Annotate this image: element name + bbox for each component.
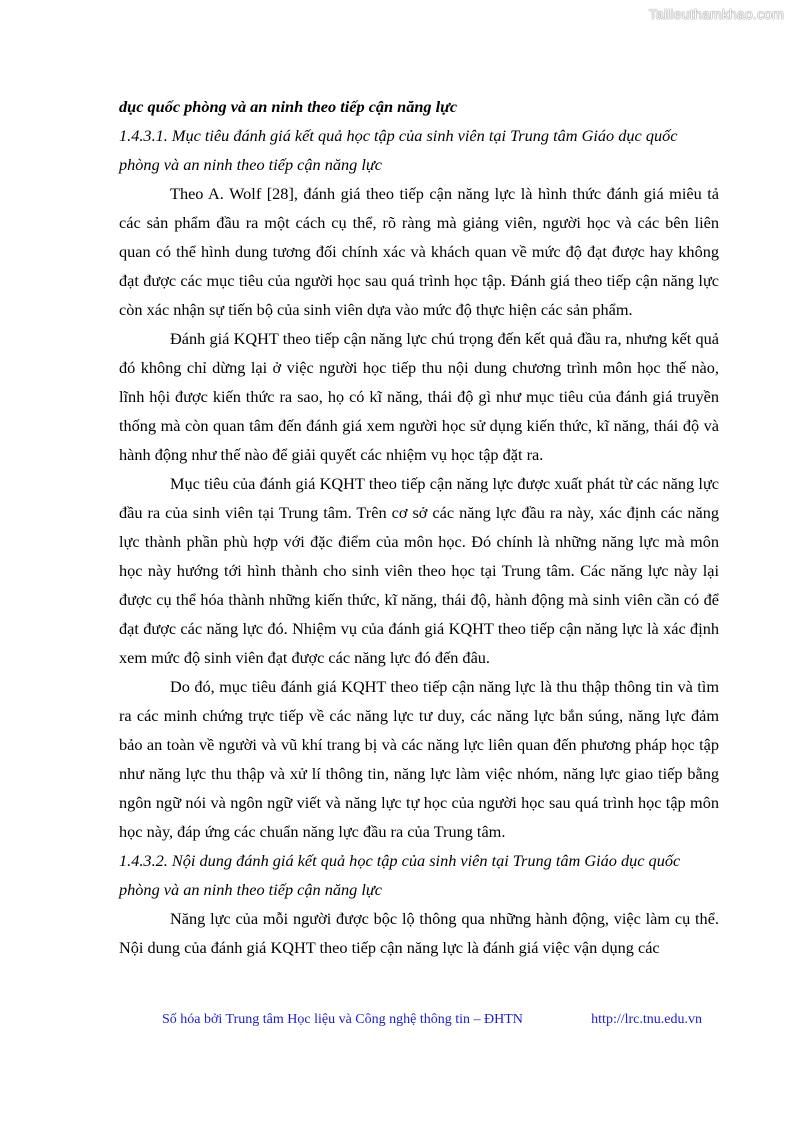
paragraph: Mục tiêu của đánh giá KQHT theo tiếp cận năng lực được xuất phát từ các năng lực đầu ra của sinh viên tại Trung tâm. Trên cơ sở các năng lực đầu ra này, xác định các năng lực thành phần phù hợp với đặc điểm của môn học. Đó chính là những năng lực mà môn học này hướng tới hình thành cho sinh viên theo học tại Trung tâm. Các năng lực này lại được cụ thể hóa thành những kiến thức, kĩ năng, thái độ, hành động mà sinh viên cần có để đạt được các năng lực đó. Nhiệm vụ của đánh giá KQHT theo tiếp cận năng lực là xác định xem mức độ sinh viên đạt được các năng lực đó đến đâu.: [119, 474, 719, 667]
section-heading-1-4-3-1: 1.4.3.1. Mục tiêu đánh giá kết quả học tập của sinh viên tại Trung tâm Giáo dục quốc phòng và an ninh theo tiếp cận năng lực: [119, 126, 678, 174]
continued-heading: dục quốc phòng và an ninh theo tiếp cận năng lực: [119, 97, 458, 116]
paragraph: Do đó, mục tiêu đánh giá KQHT theo tiếp cận năng lực là thu thập thông tin và tìm ra các minh chứng trực tiếp về các năng lực tư duy, các năng lực bắn súng, năng lực đảm bảo an toàn về người và vũ khí trang bị và các năng lực liên quan đến phương pháp học tập như năng lực thu thập và xử lí thông tin, năng lực làm việc nhóm, năng lực giao tiếp bằng ngôn ngữ nói và ngôn ngữ viết và năng lực tự học của người học sau quá trình học tập môn học này, đáp ứng các chuẩn năng lực đầu ra của Trung tâm.: [119, 677, 719, 841]
watermark-text: Tailieuthamkhao.com: [648, 6, 784, 22]
page-footer: [162, 1012, 702, 1028]
section-heading-1-4-3-2: 1.4.3.2. Nội dung đánh giá kết quả học tập của sinh viên tại Trung tâm Giáo dục quốc phòng và an ninh theo tiếp cận năng lực: [119, 851, 681, 899]
paragraph: Theo A. Wolf [28], đánh giá theo tiếp cận năng lực là hình thức đánh giá miêu tả các sản phẩm đầu ra một cách cụ thể, rõ ràng mà giảng viên, người học và các bên liên quan có thể hình dung tương đối chính xác và khách quan về mức độ đạt được hay không đạt được các mục tiêu của người học sau quá trình học tập. Đánh giá theo tiếp cận năng lực còn xác nhận sự tiến bộ của sinh viên dựa vào mức độ thực hiện các sản phẩm.: [119, 184, 719, 319]
paragraph: Đánh giá KQHT theo tiếp cận năng lực chú trọng đến kết quả đầu ra, nhưng kết quả đó không chỉ dừng lại ở việc người học tiếp thu nội dung chương trình môn học thế nào, lĩnh hội được kiến thức ra sao, họ có kĩ năng, thái độ gì như mục tiêu của đánh giá truyền thống mà còn quan tâm đến đánh giá xem người học sử dụng kiến thức, kĩ năng, thái độ và hành động như thế nào để giải quyết các nhiệm vụ học tập đặt ra.: [119, 329, 719, 464]
footer-source: Số hóa bởi Trung tâm Học liệu và Công nghệ thông tin – ĐHTN: [162, 1012, 523, 1027]
paragraph: Năng lực của mỗi người được bộc lộ thông qua những hành động, việc làm cụ thể. Nội dung của đánh giá KQHT theo tiếp cận năng lực là đánh giá việc vận dụng các: [119, 909, 719, 957]
footer-url[interactable]: http://lrc.tnu.edu.vn: [591, 1012, 702, 1027]
document-body: [119, 92, 719, 962]
